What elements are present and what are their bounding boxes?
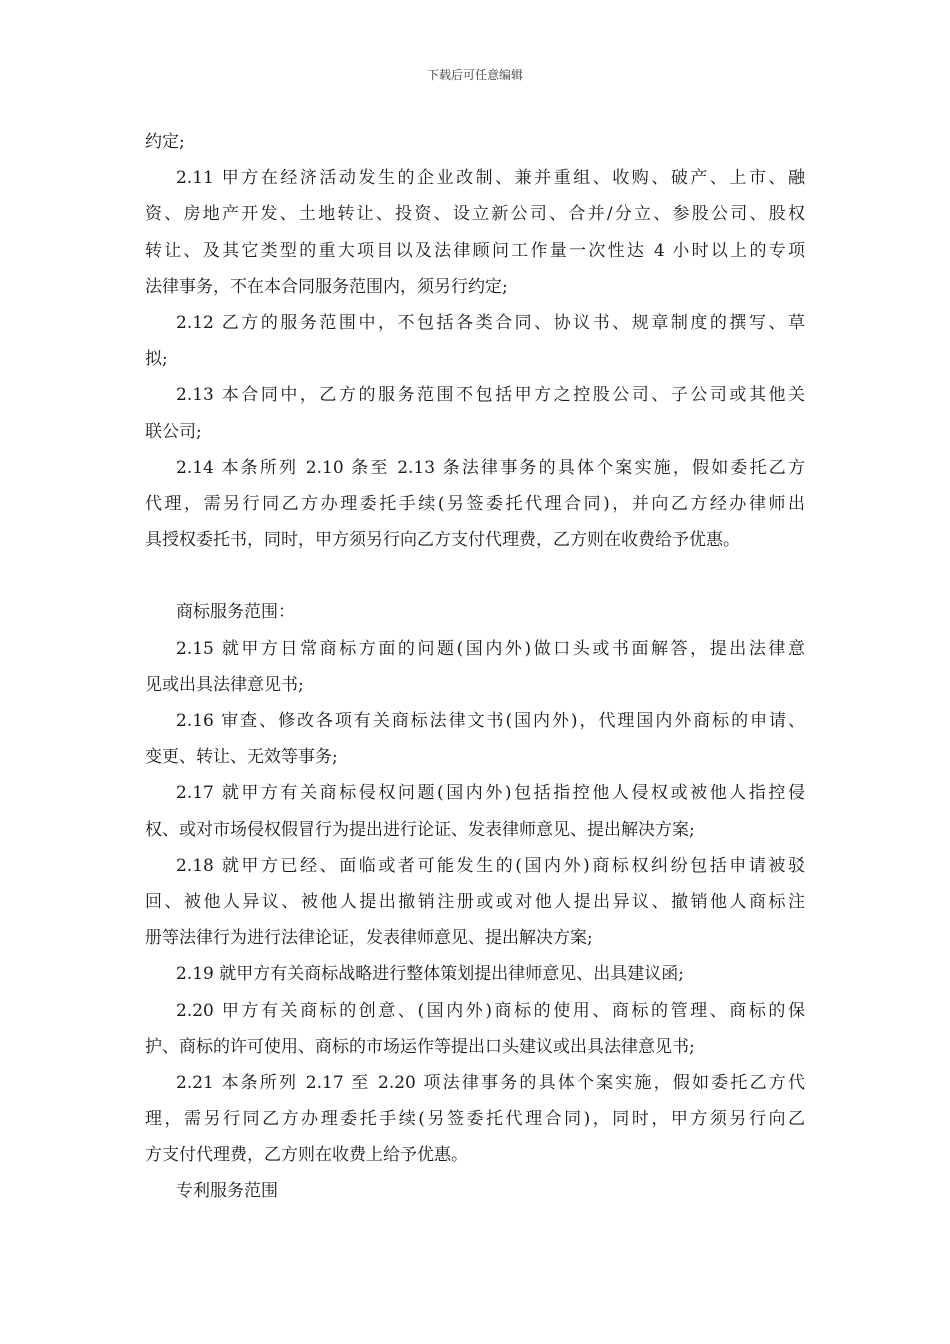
text-line: 2.13 本合同中，乙方的服务范围不包括甲方之控股公司、子公司或其他关 xyxy=(176,385,805,406)
text-line: 2.20 甲方有关商标的创意、(国内外)商标的使用、商标的管理、商标的保 xyxy=(176,1000,805,1021)
text-line: 权、或对市场侵权假冒行为提出进行论证、发表律师意见、提出解决方案; xyxy=(145,819,695,840)
text-line: 法律事务，不在本合同服务范围内，须另行约定; xyxy=(145,276,508,297)
text-line: 专利服务范围 xyxy=(176,1181,278,1202)
text-line: 资、房地产开发、土地转让、投资、设立新公司、合并/分立、参股公司、股权 xyxy=(145,204,805,225)
text-line: 见或出具法律意见书; xyxy=(145,674,304,695)
text-line: 2.21 本条所列 2.17 至 2.20 项法律事务的具体个案实施，假如委托乙方代 xyxy=(176,1072,805,1093)
text-line: 2.16 审查、修改各项有关商标法律文书(国内外)，代理国内外商标的申请、 xyxy=(176,711,805,731)
text-line: 2.17 就甲方有关商标侵权问题(国内外)包括指控他人侵权或被他人指控侵 xyxy=(176,783,805,804)
text-line: 联公司; xyxy=(145,421,202,442)
text-line: 册等法律行为进行法律论证，发表律师意见、提出解决方案; xyxy=(145,928,593,949)
text-line: 具授权委托书，同时，甲方须另行向乙方支付代理费，乙方则在收费给予优惠。 xyxy=(145,530,740,551)
text-line: 回、被他人异议、被他人提出撤销注册或或对他人提出异议、撤销他人商标注 xyxy=(145,891,805,912)
text-line: 2.11 甲方在经济活动发生的企业改制、兼并重组、收购、破产、上市、融 xyxy=(176,168,805,189)
text-line: 方支付代理费，乙方则在收费上给予优惠。 xyxy=(145,1145,468,1166)
text-line: 2.19 就甲方有关商标战略进行整体策划提出律师意见、出具建议函; xyxy=(176,964,684,985)
text-line: 护、商标的许可使用、商标的市场运作等提出口头建议或出具法律意见书; xyxy=(145,1036,695,1057)
text-line: 2.15 就甲方日常商标方面的问题(国内外)做口头或书面解答，提出法律意 xyxy=(176,638,805,659)
text-line: 2.12 乙方的服务范围中，不包括各类合同、协议书、规章制度的撰写、草 xyxy=(176,312,805,333)
document-body xyxy=(145,124,805,1210)
page-header: 下载后可任意编辑 xyxy=(426,68,523,82)
text-line: 变更、转让、无效等事务; xyxy=(145,747,338,768)
blank-line xyxy=(145,558,805,594)
text-line: 2.18 就甲方已经、面临或者可能发生的(国内外)商标权纠纷包括申请被驳 xyxy=(176,855,805,876)
text-line: 商标服务范围： xyxy=(176,602,295,623)
text-line: 约定; xyxy=(145,132,185,152)
text-line: 转让、及其它类型的重大项目以及法律顾问工作量一次性达 4 小时以上的专项 xyxy=(145,240,805,261)
text-line: 代理，需另行同乙方办理委托手续(另签委托代理合同)，并向乙方经办律师出 xyxy=(145,493,805,514)
text-line: 理，需另行同乙方办理委托手续(另签委托代理合同)，同时，甲方须另行向乙 xyxy=(145,1109,805,1130)
text-line: 拟; xyxy=(145,349,168,370)
text-line: 2.14 本条所列 2.10 条至 2.13 条法律事务的具体个案实施，假如委托乙方 xyxy=(176,457,805,478)
